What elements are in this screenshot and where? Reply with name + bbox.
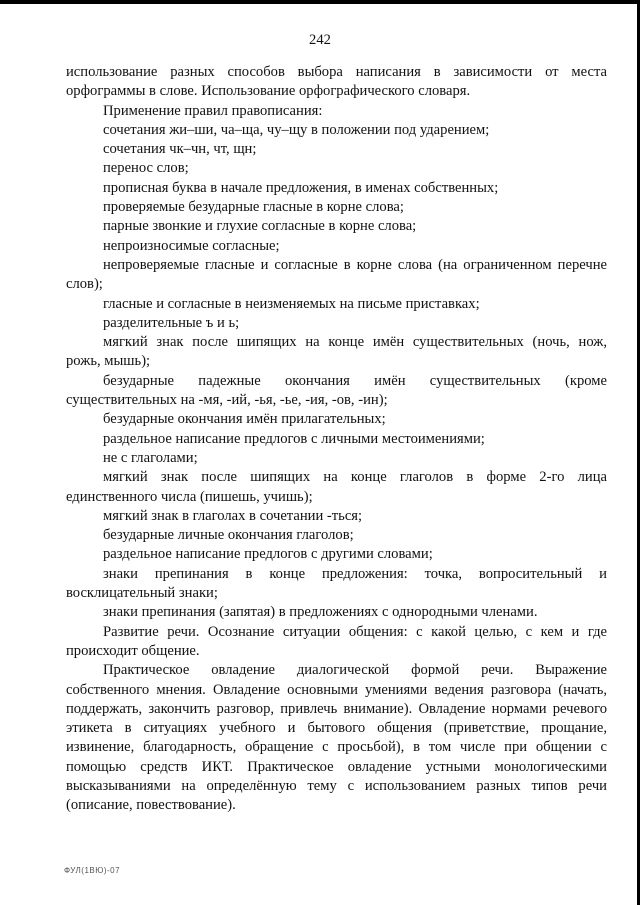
text-line: перенос слов;	[103, 160, 189, 177]
text-line: раздельное написание предлогов с личными местоимениями;	[103, 430, 485, 447]
page-number: 242	[309, 32, 331, 48]
text-line: мягкий знак после шипящих на конце имён существительных (ночь, нож,	[103, 334, 607, 351]
page-border-top	[0, 0, 640, 4]
text-line: (описание, повествование).	[66, 797, 236, 814]
text-line: не с глаголами;	[103, 449, 198, 466]
text-line: слов);	[66, 276, 103, 293]
text-line: проверяемые безударные гласные в корне слова;	[103, 199, 404, 216]
text-line: Применение правил правописания:	[103, 102, 323, 119]
text-line: мягкий знак после шипящих на конце глаголов в форме 2-го лица	[103, 469, 607, 486]
text-line: происходит общение.	[66, 642, 200, 659]
text-line: безударные падежные окончания имён существительных (кроме	[103, 372, 607, 389]
text-line: непроизносимые согласные;	[103, 237, 280, 254]
document-body	[66, 63, 607, 816]
text-line: гласные и согласные в неизменяемых на письме приставках;	[103, 295, 480, 312]
text-line: использование разных способов выбора написания в зависимости от места	[66, 64, 607, 80]
text-line: извинение, благодарность, обращение с просьбой), в том числе при общении с	[66, 739, 607, 756]
text-line: рожь, мышь);	[66, 353, 151, 370]
text-line: орфограммы в слове. Использование орфографического словаря.	[66, 83, 471, 100]
text-line: высказываниями на определённую тему с использованием разных типов речи	[66, 777, 607, 794]
text-line: Практическое овладение диалогической формой речи. Выражение	[103, 662, 607, 679]
text-line: безударные личные окончания глаголов;	[103, 527, 354, 544]
text-line: непроверяемые гласные и согласные в корне слова (на ограниченном перечне	[103, 256, 607, 273]
text-line: помощью средств ИКТ. Практическое овладение устными монологическими	[66, 758, 607, 775]
text-line: парные звонкие и глухие согласные в корне слова;	[103, 218, 417, 235]
text-line: сочетания жи–ши, ча–ща, чу–щу в положении под ударением;	[103, 121, 490, 138]
text-line: поддержать, закончить разговор, привлечь внимание). Овладение нормами речевого	[66, 700, 607, 717]
text-line: раздельное написание предлогов с другими словами;	[103, 546, 433, 563]
footer-code: ФУЛ(1ВЮ)-07	[64, 866, 121, 875]
text-line: мягкий знак в глаголах в сочетании -ться;	[103, 507, 363, 524]
text-line: прописная буква в начале предложения, в именах собственных;	[103, 179, 499, 196]
text-line: знаки препинания (запятая) в предложениях с однородными членами.	[103, 604, 538, 621]
text-line: восклицательный знаки;	[66, 585, 218, 602]
text-line: этикета в ситуациях учебного и бытового общения (приветствие, прощание,	[66, 720, 607, 737]
text-line: безударные окончания имён прилагательных;	[103, 411, 386, 428]
text-line: Развитие речи. Осознание ситуации общения: с какой целью, с кем и где	[103, 623, 607, 640]
text-line: сочетания чк–чн, чт, щн;	[103, 141, 257, 158]
text-line: знаки препинания в конце предложения: точка, вопросительный и	[103, 565, 607, 582]
text-line: собственного мнения. Овладение основными умениями ведения разговора (начать,	[66, 681, 607, 698]
text-line: существительных на -мя, -ий, -ья, -ье, -ия, -ов, -ин);	[66, 392, 388, 409]
text-line: разделительные ъ и ь;	[103, 314, 240, 331]
text-line: единственного числа (пишешь, учишь);	[66, 488, 313, 505]
